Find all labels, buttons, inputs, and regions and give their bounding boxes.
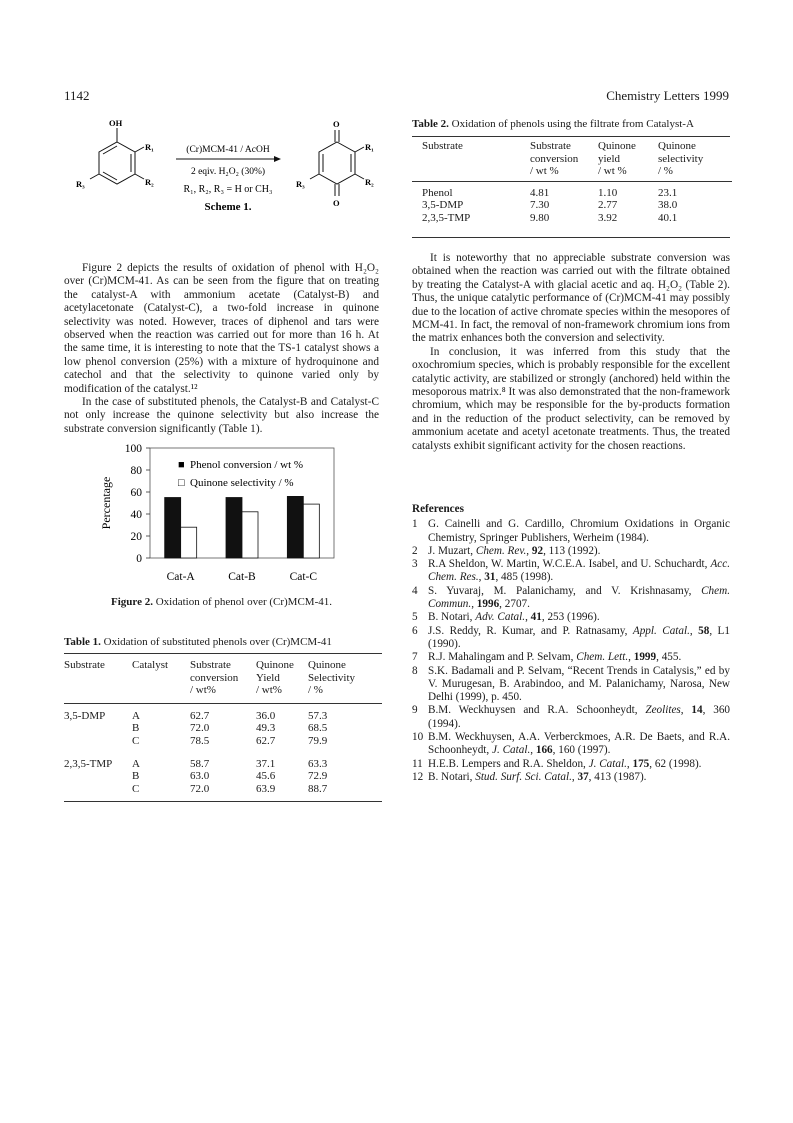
- table-caption-text: Oxidation of substituted phenols over (Cr)MCM-41: [100, 636, 332, 648]
- reference-number: 12: [412, 770, 424, 783]
- reference-item: [412, 731, 730, 758]
- y-tick-label: 100: [124, 443, 142, 455]
- table-cell: 3.92: [598, 211, 618, 224]
- table-row: [64, 722, 382, 735]
- legend-label: Quinone selectivity / %: [190, 477, 294, 489]
- table-cell: yield: [598, 152, 620, 165]
- table-header-row: [422, 140, 722, 153]
- table-cell: 3,5-DMP: [422, 199, 464, 212]
- reagent-top: (Cr)MCM-41 / AcOH: [186, 145, 270, 155]
- figure-2-caption: [64, 596, 379, 608]
- reference-text: G. Cainelli and G. Cardillo, Chromium Oxidations in Organic Chemistry, Springer Publishers, Werheim (1984).: [428, 518, 730, 544]
- reference-number: 3: [412, 558, 418, 571]
- table-cell: 2,3,5-TMP: [422, 211, 471, 224]
- quinone-oxygen-top: O: [333, 119, 340, 129]
- reference-text: B.M. Weckhuysen, A.A. Verberckmoes, A.R. De Baets, and R.A. Schoonheydt, J. Catal., 166, 160 (1997).: [428, 731, 730, 757]
- table-cell: Substrate: [530, 140, 571, 152]
- table-1-caption: [64, 636, 332, 648]
- reference-number: 10: [412, 731, 424, 744]
- table-label: Table 1.: [64, 636, 101, 648]
- table-row: [422, 187, 722, 200]
- table-cell: [422, 153, 530, 166]
- legend-marker: □: [178, 477, 185, 489]
- table-2: [422, 140, 722, 225]
- quinone-r1-label: R₁: [365, 142, 374, 152]
- left-column-text: [64, 262, 379, 436]
- reference-item: [412, 625, 730, 652]
- table-cell: 57.3: [308, 709, 328, 722]
- table-cell: [64, 735, 132, 748]
- table-cell: Substrate: [190, 659, 231, 671]
- table-cell: 79.9: [308, 734, 328, 747]
- table-cell: [64, 770, 132, 783]
- table-cell: 40.1: [658, 211, 678, 224]
- table-cell: 4.81: [530, 186, 550, 199]
- table-caption-text: Oxidation of phenols using the filtrate from Catalyst-A: [448, 118, 694, 130]
- bar-cat-c-series-2: [303, 504, 319, 558]
- table-header-row: [422, 153, 722, 166]
- bar-cat-b-series-2: [242, 512, 258, 558]
- page-number: 1142: [64, 88, 90, 103]
- bar-cat-a-series-2: [181, 527, 197, 558]
- reference-number: 7: [412, 651, 418, 664]
- reference-item: [412, 585, 730, 612]
- table-cell: 1.10: [598, 186, 618, 199]
- table-header-row: [64, 659, 382, 672]
- y-tick-label: 20: [130, 531, 142, 543]
- table-label: Table 2.: [412, 118, 449, 130]
- table-cell: / wt %: [598, 165, 627, 178]
- reference-number: 9: [412, 704, 418, 717]
- table-header-row: [422, 165, 722, 178]
- table-row: [64, 783, 382, 796]
- table-cell: [132, 672, 190, 685]
- table-cell: 72.0: [190, 782, 210, 795]
- x-tick-label: Cat-C: [289, 571, 318, 583]
- reference-number: 5: [412, 611, 418, 624]
- table-1-bottom-rule: [64, 801, 382, 802]
- table-cell: Phenol: [422, 186, 453, 199]
- table-cell: selectivity: [658, 152, 704, 165]
- quinone-r3-label: R₃: [296, 179, 305, 189]
- table-2-bottom-rule: [412, 237, 730, 238]
- reference-item: [412, 704, 730, 731]
- table-cell: / wt%: [256, 684, 282, 697]
- substituent-note: R₁, R₂, R₃ = H or CH₃: [183, 184, 273, 195]
- r2-label: R₂: [145, 177, 154, 187]
- reference-text: R.A Sheldon, W. Martin, W.C.E.A. Isabel, and U. Schuchardt, Acc. Chem. Res., 31, 485 (1998).: [428, 558, 730, 584]
- quinone-oxygen-bottom: O: [333, 198, 340, 208]
- reference-item: [412, 518, 730, 545]
- table-cell: 62.7: [190, 709, 210, 722]
- table-cell: 49.3: [256, 722, 276, 735]
- reference-text: R.J. Mahalingam and P. Selvam, Chem. Lett., 1999, 455.: [428, 651, 682, 664]
- reaction-scheme: [64, 112, 394, 237]
- paragraph: In conclusion, it was inferred from this study that the oxochromium species, which is probably responsible for the excellent catalytic activity, are stabilized or strongly (anchored) held within the mesoporous matrix.⁸ It was also demonstrated that the non-framework chromium, which may be responsible for the by-products formation and in the reduction of the product selectivity, can be removed by ammonium acetate and acetyl acetonate treatments. Thus, the treated catalysts exhibit significant activity for the chosen reactions.: [412, 345, 730, 452]
- reference-item: [412, 771, 730, 784]
- table-cell: Selectivity: [308, 671, 356, 684]
- table-header-row: [64, 672, 382, 685]
- paragraph: In the case of substituted phenols, the Catalyst-B and Catalyst-C not only increase the quinone selectivity but also increase the substrate conversion significantly (Table 1).: [64, 396, 379, 435]
- table-cell: conversion: [190, 671, 239, 684]
- table-cell: Quinone: [598, 140, 636, 152]
- table-cell: 72.9: [308, 770, 328, 783]
- paragraph: Figure 2 depicts the results of oxidation of phenol with H₂O₂ over (Cr)MCM-41. As can be seen from the figure that on treating the catalyst-A with ammonium acetate (Catalyst-B) and acetylacetonate (Catalyst-C), a two-fold increase in quinone selectivity was noted. However, traces of diphenol and tars were observed when the reaction was carried out for more than 16 h. At the same time, it is interesting to note that the TS-1 catalyst shows a low phenol conversion (25%) with a mixture of hydroquinone and catechol and that the selectivity to quinone varied only by modification of the catalyst.¹²: [64, 262, 379, 395]
- hydroxyl-label: OH: [109, 118, 123, 128]
- reference-item: [412, 545, 730, 558]
- y-tick-label: 40: [130, 509, 142, 521]
- reagent-bottom: 2 eqiv. H₂O₂ (30%): [190, 167, 266, 177]
- scheme-caption: Scheme 1.: [204, 201, 252, 213]
- table-cell: A: [132, 709, 140, 722]
- table-cell: Quinone: [256, 659, 294, 671]
- r1-label: R₁: [145, 142, 154, 152]
- table-cell: C: [132, 734, 140, 747]
- table-cell: Catalyst: [132, 659, 169, 671]
- table-cell: 37.1: [256, 757, 276, 770]
- table-cell: 45.6: [256, 770, 276, 783]
- table-cell: 3,5-DMP: [64, 709, 106, 722]
- table-cell: / wt%: [190, 684, 216, 697]
- reference-number: 2: [412, 544, 418, 557]
- reference-number: 4: [412, 584, 418, 597]
- legend-marker: ■: [178, 459, 185, 471]
- y-tick-label: 60: [130, 487, 142, 499]
- table-cell: 72.0: [190, 722, 210, 735]
- table-cell: conversion: [530, 152, 579, 165]
- table-cell: [64, 672, 132, 685]
- table-cell: 9.80: [530, 211, 550, 224]
- table-cell: C: [132, 782, 140, 795]
- figure-caption-text: Oxidation of phenol over (Cr)MCM-41.: [152, 596, 332, 608]
- legend-label: Phenol conversion / wt %: [190, 459, 304, 471]
- table-cell: / wt %: [530, 165, 559, 178]
- table-row: [64, 735, 382, 748]
- reference-text: J.S. Reddy, R. Kumar, and P. Ratnasamy, Appl. Catal., 58, L1 (1990).: [428, 624, 730, 650]
- table-row: [64, 748, 382, 771]
- reference-item: [412, 758, 730, 771]
- table-cell: 38.0: [658, 199, 678, 212]
- table-cell: [422, 165, 530, 178]
- reference-number: 6: [412, 624, 418, 637]
- table-cell: / %: [308, 684, 323, 697]
- table-row: [64, 770, 382, 783]
- table-1: [64, 659, 382, 802]
- reference-text: H.E.B. Lempers and R.A. Sheldon, J. Catal., 175, 62 (1998).: [428, 757, 702, 770]
- references: [412, 503, 730, 784]
- table-cell: [64, 722, 132, 735]
- references-heading: References: [412, 503, 464, 515]
- reference-text: S. Yuvaraj, M. Palanichamy, and V. Krishnasamy, Chem. Commun., 1996, 2707.: [428, 584, 730, 611]
- reference-number: 11: [412, 757, 423, 770]
- reference-text: B. Notari, Stud. Surf. Sci. Catal., 37, 413 (1987).: [428, 770, 647, 783]
- table-1-top-rule: [64, 653, 382, 654]
- table-cell: 63.9: [256, 782, 276, 795]
- table-row: [422, 199, 722, 212]
- x-tick-label: Cat-A: [166, 571, 195, 583]
- quinone-r2-label: R₂: [365, 177, 374, 187]
- table-cell: A: [132, 757, 140, 770]
- reference-number: 8: [412, 664, 418, 677]
- running-head: Chemistry Letters 1999: [606, 88, 729, 103]
- table-cell: 68.5: [308, 722, 328, 735]
- table-cell: Quinone: [308, 659, 346, 671]
- y-tick-label: 80: [130, 465, 142, 477]
- table-cell: Quinone: [658, 140, 696, 152]
- reference-item: [412, 651, 730, 664]
- table-header-row: [64, 684, 382, 697]
- reference-list: [412, 518, 730, 784]
- reference-text: B.M. Weckhuysen and R.A. Schoonheydt, Zeolites, 14, 360 (1994).: [428, 704, 731, 730]
- table-cell: 78.5: [190, 734, 210, 747]
- table-row: [64, 710, 382, 723]
- right-column-text: [412, 252, 730, 453]
- table-cell: 36.0: [256, 709, 276, 722]
- table-cell: 88.7: [308, 782, 328, 795]
- reference-number: 1: [412, 518, 418, 531]
- table-cell: 7.30: [530, 199, 550, 212]
- bar-cat-a-series-1: [165, 498, 181, 559]
- bar-cat-b-series-1: [226, 498, 242, 559]
- table-cell: 63.3: [308, 757, 328, 770]
- table-cell: Substrate: [64, 659, 105, 671]
- r3-label: R₃: [76, 179, 85, 189]
- table-2-header-rule: [412, 181, 732, 182]
- table-cell: B: [132, 770, 140, 783]
- paragraph: It is noteworthy that no appreciable substrate conversion was obtained when the reaction was carried out with the filtrate obtained by treating the Catalyst-A with glacial acetic and aq. H₂O₂ (Table 2). Thus, the unique catalytic performance of (Cr)MCM-41 may possibly due to the location of active chromate species within the mesopores of MCM-41. In fact, the removal of non-framework chromium ions from the matrix enhances both the conversion and selectivity.: [412, 252, 730, 345]
- table-cell: Yield: [256, 671, 280, 684]
- table-1-header-rule: [64, 703, 382, 704]
- table-cell: 62.7: [256, 734, 276, 747]
- figure-2-chart: [64, 436, 384, 596]
- table-cell: / %: [658, 165, 673, 178]
- bar-cat-c-series-1: [287, 496, 303, 558]
- table-cell: [132, 684, 190, 697]
- table-2-top-rule: [412, 136, 730, 137]
- table-cell: B: [132, 722, 140, 735]
- x-tick-label: Cat-B: [228, 571, 256, 583]
- y-axis-label: Percentage: [99, 476, 113, 530]
- table-cell: Substrate: [422, 140, 463, 152]
- table-cell: [64, 783, 132, 796]
- y-tick-label: 0: [136, 553, 142, 565]
- reference-item: [412, 665, 730, 705]
- table-cell: 2.77: [598, 199, 618, 212]
- table-cell: 63.0: [190, 770, 210, 783]
- figure-label: Figure 2.: [111, 596, 153, 608]
- table-cell: 58.7: [190, 757, 210, 770]
- reference-item: [412, 611, 730, 624]
- table-row: [422, 212, 722, 225]
- table-2-caption: [412, 118, 694, 130]
- table-cell: 23.1: [658, 186, 678, 199]
- reference-text: S.K. Badamali and P. Selvam, “Recent Trends in Catalysis,” ed by V. Murugesan, B. Arabindoo, and M. Palanichamy, Narosa, New Delhi (1999), p. 450.: [428, 664, 730, 704]
- reference-text: J. Muzart, Chem. Rev., 92, 113 (1992).: [428, 544, 601, 557]
- reference-text: B. Notari, Adv. Catal., 41, 253 (1996).: [428, 611, 600, 624]
- reference-item: [412, 558, 730, 585]
- table-cell: [64, 684, 132, 697]
- table-cell: 2,3,5-TMP: [64, 757, 113, 770]
